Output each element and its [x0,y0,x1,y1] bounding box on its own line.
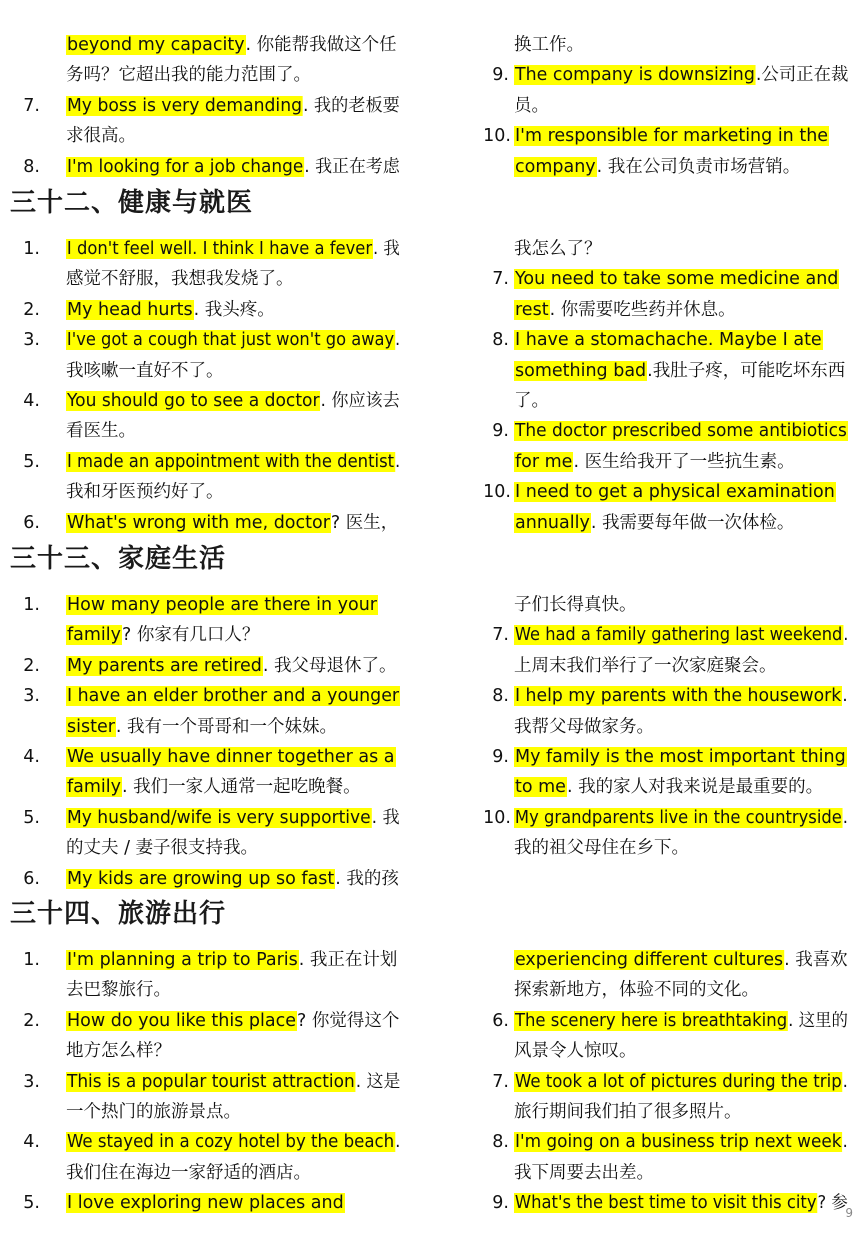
english-phrase-highlight: My husband/wife is very supportive [66,807,371,828]
list-item-line [514,1188,848,1218]
list-item-line [66,1006,399,1036]
english-phrase-highlight: The scenery here is breathtaking [514,1010,788,1031]
list-item-line [514,91,549,121]
list-item-line [514,803,848,833]
chinese-translation: 我下周要去出差。 [514,1162,654,1183]
chinese-translation: 我帮父母做家务。 [514,716,654,737]
english-phrase-highlight: something bad [515,360,647,381]
chinese-translation: . 我需要每年做一次体检。 [590,512,795,533]
chinese-translation: . 我 [371,807,400,828]
list-item-line [66,234,400,264]
english-phrase-highlight: What's the best time to visit this city [514,1193,817,1214]
list-item-line [66,1188,345,1218]
item-number: 9. [492,1193,509,1214]
list-item-line [66,508,398,538]
list-item-line [514,356,845,386]
item-number: 10. [483,126,511,147]
list-item-line [514,416,848,446]
list-item-line [514,772,823,802]
english-phrase-highlight: The company is downsizing [514,65,755,86]
item-number: 3. [23,686,40,707]
english-phrase-highlight: for me [515,451,573,472]
chinese-translation: . 我在公司负责市场营销。 [596,156,801,177]
chinese-translation: 的丈夫 / 妻子很支持我。 [66,838,259,859]
list-item-line [66,1067,400,1097]
item-number: 9. [492,65,509,86]
english-phrase-highlight: The doctor prescribed some antibiotics [514,421,847,442]
list-item-line [514,1067,848,1097]
list-item-line [514,1006,848,1036]
item-number: 4. [23,747,40,767]
list-item-line [66,1158,311,1188]
chinese-translation: .公司正在裁 [755,65,849,86]
item-number: 2. [23,655,40,676]
chinese-translation: ? 你家有几口人？ [122,625,260,646]
item-number: 3. [23,330,40,351]
english-phrase-highlight: You need to take some medicine and [515,269,839,290]
chinese-translation: . [842,807,849,828]
list-item-line [514,945,848,975]
english-phrase-highlight: I've got a cough that just won't go away [66,330,395,351]
list-item-line [66,975,171,1005]
item-number: 1. [23,950,40,970]
list-item-line [514,975,759,1005]
english-phrase-highlight: company [515,156,596,177]
english-phrase-highlight: I have an elder brother and a younger [66,686,400,707]
item-number: 7. [492,625,509,646]
list-item-line [514,590,637,620]
list-item-line [66,477,224,507]
list-item-line [66,803,400,833]
chinese-translation: . 我的孩 [335,868,399,889]
list-item-line [514,508,794,538]
list-item-line [514,477,836,507]
english-phrase-highlight: This is a popular tourist attraction [66,1071,355,1092]
item-number: 7. [23,95,40,116]
english-phrase-highlight: beyond my capacity [67,35,245,55]
english-phrase-highlight: I made an appointment with the dentist [66,451,395,472]
list-item-line [514,447,795,477]
english-phrase-highlight: annually [515,512,590,533]
chinese-translation: . 我父母退休了。 [262,655,397,676]
list-item-line [66,295,275,325]
chinese-translation: . [395,451,401,472]
english-phrase-highlight: My boss is very demanding [66,95,303,116]
english-phrase-highlight: experiencing different cultures [514,950,784,970]
chinese-translation: 探索新地方，体验不同的文化。 [514,980,759,1001]
list-item-line [514,325,823,355]
chinese-translation: . 我有一个哥哥和一个妹妹。 [115,716,338,737]
item-number: 4. [23,1132,40,1153]
chinese-translation: 上周末我们举行了一次家庭聚会。 [514,655,777,676]
item-number: 8. [492,330,509,351]
list-item-line [66,712,337,742]
list-item-line [66,356,224,386]
list-item-line [66,651,397,681]
list-item-line [514,1097,742,1127]
list-item-line [514,681,848,711]
list-item-line [514,1036,637,1066]
list-item-line [66,152,400,182]
english-phrase-highlight: We stayed in a cozy hotel by the beach [66,1132,395,1153]
chinese-translation: 风景令人惊叹。 [514,1041,637,1062]
english-phrase-highlight: My head hurts [67,299,193,320]
item-number: 6. [492,1010,509,1031]
chinese-translation: . 我正在计划 [298,950,398,970]
list-item-line [66,30,397,60]
item-number: 9. [492,747,509,767]
chinese-translation: . 我的家人对我来说是最重要的。 [566,777,824,798]
chinese-translation: . [842,1071,848,1092]
chinese-translation: 旅行期间我们拍了很多照片。 [514,1102,742,1122]
english-phrase-highlight: We had a family gathering last weekend [514,625,843,646]
item-number: 2. [23,1010,40,1031]
english-phrase-highlight: rest [515,299,549,320]
chinese-translation: .我肚子疼，可能吃坏东西 [647,360,846,381]
chinese-translation: . 你需要吃些药并休息。 [549,299,736,320]
chinese-translation: . 我正在考虑 [304,156,400,177]
list-item-line [66,864,399,894]
list-item-line [66,681,400,711]
chinese-translation: 务吗？它超出我的能力范围了。 [66,65,311,86]
list-item-line [66,325,400,355]
chinese-translation: ? 医生， [330,512,399,533]
chinese-translation: . [395,1132,401,1153]
item-number: 9. [492,421,509,442]
chinese-translation: 地方怎么样？ [66,1041,171,1062]
item-number: 7. [492,1071,509,1092]
list-item-line [514,121,829,151]
chinese-translation: . 这是 [355,1071,401,1092]
english-phrase-highlight: sister [67,716,115,737]
english-phrase-highlight: You should go to see a doctor [66,391,320,411]
list-item-line [66,620,259,650]
list-item-line [514,742,847,772]
chinese-translation: 员。 [514,95,549,116]
chinese-translation: 感觉不舒服，我想我发烧了。 [66,269,294,290]
english-phrase-highlight: I'm responsible for marketing in the [515,126,829,147]
item-number: 6. [23,512,40,533]
chinese-translation: 一个热门的旅游景点。 [66,1102,241,1122]
chinese-translation: 了。 [514,391,549,411]
item-number: 8. [492,686,509,707]
english-phrase-highlight: My parents are retired [67,655,262,676]
item-number: 8. [492,1132,509,1153]
list-item-line [66,264,294,294]
chinese-translation: 去巴黎旅行。 [66,980,171,1001]
chinese-translation: 子们长得真快。 [514,595,637,615]
item-number: 6. [23,868,40,889]
english-phrase-highlight: family [67,625,122,646]
chinese-translation: . 我的老板要 [302,95,400,116]
chinese-translation: . [842,1132,848,1153]
chinese-translation: 看医生。 [66,421,136,442]
chinese-translation: . 你应该去 [320,391,400,411]
list-item-line [514,264,839,294]
english-phrase-highlight: My family is the most important thing [515,747,846,767]
english-phrase-highlight: I'm going on a business trip next week [514,1132,842,1153]
english-phrase-highlight: I don't feel well. I think I have a fever [66,239,373,259]
english-phrase-highlight: I help my parents with the housework [514,686,842,707]
chinese-translation: ? 你觉得这个 [296,1010,400,1031]
english-phrase-highlight: How many people are there in your [67,595,377,615]
list-item-line [514,712,654,742]
english-phrase-highlight: I need to get a physical examination [515,482,835,503]
chinese-translation: . 我喜欢 [784,950,848,970]
list-item-line [66,60,311,90]
item-number: 5. [23,1193,40,1214]
list-item-line [66,1127,400,1157]
item-number: 10. [483,807,511,828]
item-number: 2. [23,299,40,320]
chinese-translation: 我怎么了？ [514,239,602,259]
section-heading: 三十二、健康与就医 [10,188,254,218]
english-phrase-highlight: family [67,777,122,798]
list-item-line [66,386,400,416]
list-item-line [514,1127,848,1157]
section-heading: 三十三、家庭生活 [10,544,227,574]
chinese-translation: 我和牙医预约好了。 [66,482,224,503]
list-item-line [66,833,258,863]
item-number: 4. [23,391,40,411]
list-item-line [514,30,584,60]
chinese-translation: . 这里的 [788,1010,848,1031]
list-item-line [66,91,400,121]
list-item-line [514,152,800,182]
list-item-line [514,295,736,325]
item-number: 7. [492,269,509,290]
list-item-line [514,1158,654,1188]
list-item-line [66,447,400,477]
english-phrase-highlight: How do you like this place [67,1010,296,1031]
chinese-translation: 我的祖父母住在乡下。 [514,838,689,859]
chinese-translation: . [395,330,401,351]
chinese-translation: . 我头疼。 [193,299,275,320]
english-phrase-highlight: I love exploring new places and [67,1193,344,1214]
chinese-translation: 求很高。 [66,126,136,147]
item-number: 3. [23,1071,40,1092]
item-number: 5. [23,807,40,828]
section-heading: 三十四、旅游出行 [10,899,227,929]
item-number: 10. [483,482,511,503]
english-phrase-highlight: What's wrong with me, doctor [67,512,330,533]
chinese-translation: . 你能帮我做这个任 [245,35,397,55]
chinese-translation: 我咳嗽一直好不了。 [66,360,224,381]
chinese-translation: . 医生给我开了一些抗生素。 [573,451,795,472]
chinese-translation: 我们住在海边一家舒适的酒店。 [66,1162,311,1183]
english-phrase-highlight: I'm planning a trip to Paris [67,950,298,970]
english-phrase-highlight: My grandparents live in the countryside [514,807,842,828]
list-item-line [514,620,848,650]
list-item-line [66,121,136,151]
list-item-line [514,60,848,90]
item-number: 5. [23,451,40,472]
page-number: 9 [845,1206,853,1220]
list-item-line [514,234,602,264]
list-item-line [514,651,777,681]
chinese-translation: . [842,686,848,707]
english-phrase-highlight: We took a lot of pictures during the trip [514,1071,842,1092]
list-item-line [514,386,549,416]
item-number: 1. [23,239,40,259]
chinese-translation: . [843,625,849,646]
chinese-translation: 换工作。 [514,35,584,55]
english-phrase-highlight: I have a stomachache. Maybe I ate [515,330,822,351]
list-item-line [66,772,361,802]
chinese-translation: . 我 [373,239,400,259]
english-phrase-highlight: My kids are growing up so fast [67,868,335,889]
list-item-line [514,833,689,863]
chinese-translation: ? 参 [817,1193,848,1214]
list-item-line [66,590,378,620]
item-number: 8. [23,156,40,177]
list-item-line [66,1036,171,1066]
list-item-line [66,742,396,772]
chinese-translation: . 我们一家人通常一起吃晚餐。 [122,777,361,798]
list-item-line [66,945,397,975]
item-number: 1. [23,595,40,615]
english-phrase-highlight: We usually have dinner together as a [67,747,395,767]
list-item-line [66,416,136,446]
english-phrase-highlight: to me [515,777,566,798]
list-item-line [66,1097,241,1127]
english-phrase-highlight: I'm looking for a job change [66,156,304,177]
